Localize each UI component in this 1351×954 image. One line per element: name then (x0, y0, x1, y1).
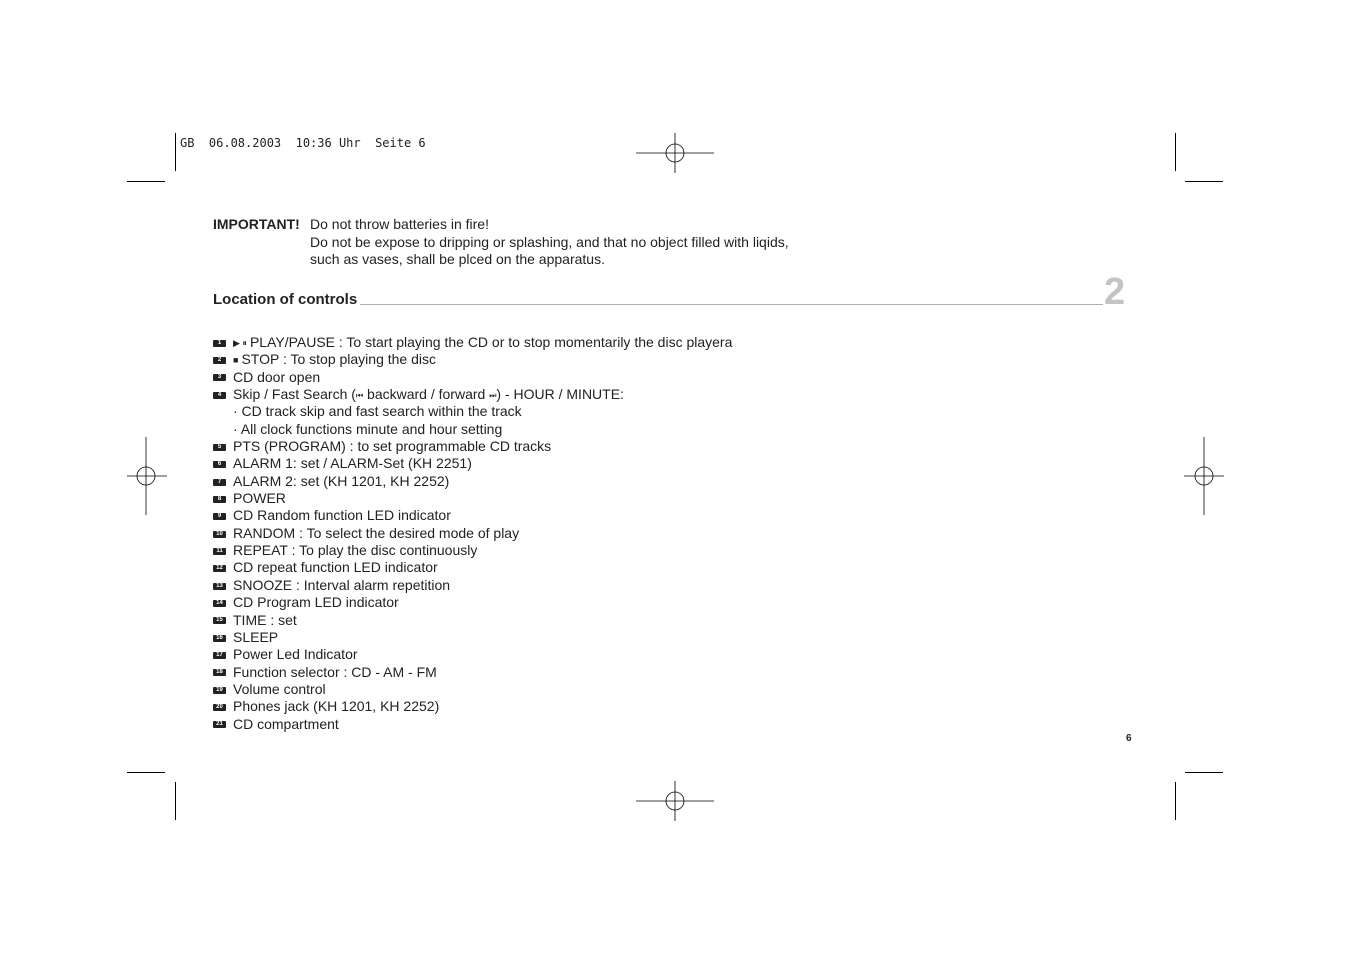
list-item (213, 559, 732, 576)
list-item (213, 334, 732, 351)
section-header (213, 290, 1103, 314)
list-item (213, 716, 732, 733)
item-text: ALARM 1: set / ALARM-Set (KH 2251) (233, 455, 472, 472)
page-number: 6 (1126, 733, 1132, 744)
crop-mark-bottom-right-h (1185, 772, 1223, 773)
list-item (213, 438, 732, 455)
item-text: CD compartment (233, 715, 339, 732)
chapter-number: 2 (1104, 271, 1126, 313)
item-text: ALARM 2: set (KH 1201, KH 2252) (233, 472, 450, 489)
item-number-badge: 7 (213, 479, 226, 486)
important-lines (310, 216, 930, 269)
item-number-badge: 15 (213, 617, 226, 624)
item-text: CD door open (233, 368, 321, 385)
item-text: Power Led Indicator (233, 646, 358, 663)
item-number-badge: 2 (213, 357, 226, 364)
item-number-badge: 4 (213, 392, 226, 399)
registration-mark-bottom (636, 781, 714, 821)
list-item (213, 681, 732, 698)
stop-icon: ■ (233, 355, 239, 366)
registration-mark-top (636, 133, 714, 173)
item-text: CD repeat function LED indicator (233, 559, 438, 576)
item-text: backward / forward (363, 386, 490, 403)
list-item (213, 525, 732, 542)
item-text: REPEAT : To play the disc continuously (233, 542, 478, 559)
skip-forward-icon: ⏭ (489, 391, 497, 401)
item-text: Volume control (233, 680, 326, 697)
list-item (213, 698, 732, 715)
item-number-badge: 19 (213, 687, 226, 694)
crop-mark-top-left-v (175, 133, 176, 171)
crop-mark-bottom-right-v (1175, 782, 1176, 820)
important-line: Do not be expose to dripping or splashing, and that no object filled with liqids, (310, 233, 789, 250)
item-text: RANDOM : To select the desired mode of play (233, 524, 520, 541)
item-number-badge: 17 (213, 652, 226, 659)
item-text: Phones jack (KH 1201, KH 2252) (233, 698, 440, 715)
list-item (213, 612, 732, 629)
item-text: Function selector : CD - AM - FM (233, 663, 437, 680)
list-subitem: · All clock functions minute and hour setting (233, 420, 503, 437)
crop-mark-top-right-h (1185, 181, 1223, 182)
item-number-badge: 8 (213, 496, 226, 503)
list-item (213, 664, 732, 681)
list-item (213, 594, 732, 611)
list-item (213, 369, 732, 386)
important-line: such as vases, shall be plced on the apparatus. (310, 251, 605, 267)
item-number-badge: 10 (213, 531, 226, 538)
item-text: PLAY/PAUSE : To start playing the CD or to stop momentarily the disc playera (249, 334, 733, 350)
list-item (213, 490, 732, 507)
item-text: CD Program LED indicator (233, 594, 399, 611)
skip-back-icon: ⏮ (355, 391, 364, 401)
list-item (213, 507, 732, 524)
registration-mark-right (1184, 437, 1224, 515)
crop-mark-top-left-h (127, 181, 165, 182)
item-number-badge: 6 (213, 461, 226, 468)
controls-list (213, 334, 732, 733)
registration-mark-left (127, 437, 167, 515)
list-item (213, 629, 732, 646)
list-item (213, 386, 732, 403)
item-number-badge: 21 (213, 721, 226, 728)
item-text: POWER (233, 490, 286, 507)
item-number-badge: 11 (213, 548, 226, 555)
item-number-badge: 18 (213, 669, 226, 676)
list-item (213, 577, 732, 594)
list-subitem: · CD track skip and fast search within the track (233, 403, 522, 420)
item-number-badge: 13 (213, 583, 226, 590)
item-text: Skip / Fast Search ( (233, 386, 356, 403)
item-text: TIME : set (233, 611, 297, 628)
list-item (213, 455, 732, 472)
item-number-badge: 16 (213, 635, 226, 642)
section-rule (358, 304, 1103, 305)
item-text: STOP : To stop playing the disc (241, 351, 436, 368)
item-number-badge: 1 (213, 340, 226, 347)
list-item (213, 646, 732, 663)
crop-mark-bottom-left-h (127, 772, 165, 773)
crop-mark-top-right-v (1175, 133, 1176, 171)
list-item (213, 473, 732, 490)
print-slug: GB 06.08.2003 10:36 Uhr Seite 6 (180, 136, 426, 150)
list-item (213, 351, 732, 368)
item-number-badge: 3 (213, 374, 226, 381)
item-text: PTS (PROGRAM) : to set programmable CD tracks (233, 438, 552, 455)
crop-mark-bottom-left-v (175, 782, 176, 820)
item-number-badge: 20 (213, 704, 226, 711)
list-item (213, 542, 732, 559)
item-text: CD Random function LED indicator (233, 507, 451, 524)
item-text: ) - HOUR / MINUTE: (496, 386, 624, 403)
item-text: SNOOZE : Interval alarm repetition (233, 576, 451, 593)
important-label: IMPORTANT! (213, 216, 300, 232)
important-line: Do not throw batteries in fire! (310, 216, 489, 232)
item-number-badge: 12 (213, 565, 226, 572)
item-text: SLEEP (233, 628, 279, 645)
item-number-badge: 5 (213, 444, 226, 451)
section-title: Location of controls (213, 291, 360, 308)
play-pause-icon: ▶ ⏸ (233, 338, 247, 348)
item-number-badge: 14 (213, 600, 226, 607)
item-number-badge: 9 (213, 513, 226, 520)
